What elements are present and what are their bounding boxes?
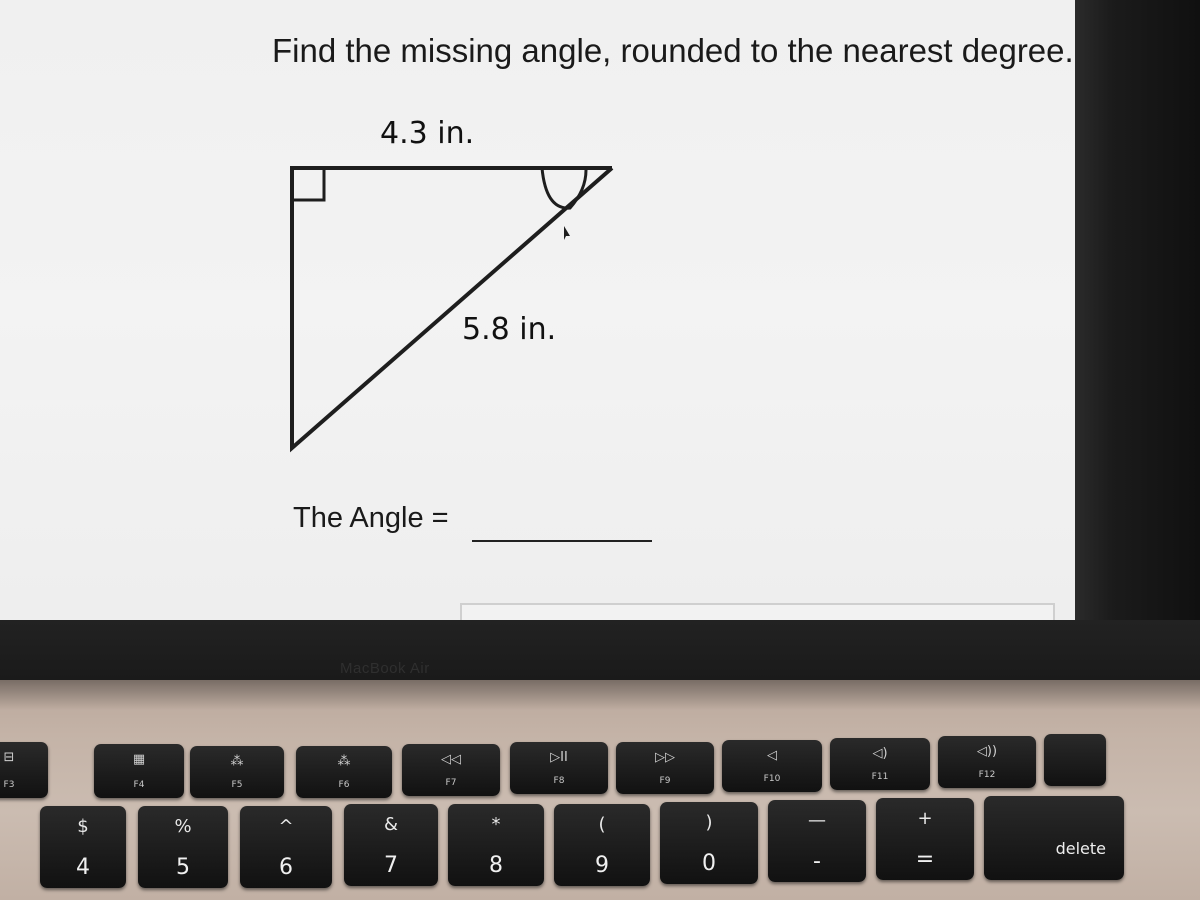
triangle-outline [292,168,612,448]
key-symbol: ) [705,812,713,833]
f12-key[interactable] [938,736,1036,788]
key-9[interactable] [554,804,650,886]
touch-id-key[interactable] [1044,734,1106,786]
f4-key[interactable] [94,744,184,798]
key-digit: = [915,847,935,872]
mute-icon: ◁ [767,748,777,763]
key-symbol: % [174,816,192,837]
key-digit: 0 [702,851,716,876]
play-pause-icon: ▷II [550,750,568,765]
launchpad-icon: ▦ [132,752,146,767]
key-label: F6 [338,780,350,790]
f5-key[interactable] [190,746,284,798]
hypotenuse-label: 5.8 in. [462,312,557,347]
key-label: F10 [763,774,781,784]
key-digit: 8 [489,853,503,878]
f3-key[interactable] [0,742,48,798]
key-symbol: ^ [278,816,294,837]
key-8[interactable] [448,804,544,886]
cursor-arrow-icon [564,226,570,240]
volume-down-icon: ◁) [872,746,888,761]
f6-key[interactable] [296,746,392,798]
delete-key[interactable] [984,796,1124,880]
right-triangle-figure [280,150,620,460]
key-digit: - [813,849,821,874]
f7-key[interactable] [402,744,500,796]
answer-label: The Angle = [293,502,449,534]
rewind-icon: ◁◁ [441,752,461,767]
f10-key[interactable] [722,740,822,792]
key-label: F12 [978,770,996,780]
key-label: F11 [871,772,889,782]
delete-key-label: delete [1055,839,1106,858]
key-digit: 5 [176,855,190,880]
keyboard-brightness-down-icon: ⁂ [230,754,244,769]
deck-shadow [0,680,1200,710]
key-4[interactable] [40,806,126,888]
laptop-bezel-text: MacBook Air [340,660,430,677]
key-symbol: * [491,814,501,835]
key-label: F7 [445,778,457,788]
key-digit: 7 [384,853,398,878]
answer-blank[interactable] [472,540,652,542]
right-angle-marker [292,168,324,200]
key-label: F4 [133,780,145,790]
key-label: F9 [659,776,671,786]
angle-arc [542,168,586,208]
bezel-bottom [0,620,1200,680]
key-symbol: — [808,810,826,831]
bezel-right [1075,0,1200,700]
key-digit: 9 [595,853,609,878]
key-digit: 6 [279,855,293,880]
mission-control-icon: ⊟ [3,750,15,765]
key-symbol: & [383,814,399,835]
volume-up-icon: ◁)) [976,744,998,759]
fast-forward-icon: ▷▷ [655,750,675,765]
top-side-label: 4.3 in. [380,116,475,151]
key-digit: 4 [76,855,90,880]
key-5[interactable] [138,806,228,888]
key-label: F8 [553,776,565,786]
question-text: Find the missing angle, rounded to the nearest degree. [272,32,1074,69]
key-equals[interactable] [876,798,974,880]
key-7[interactable] [344,804,438,886]
input-box-edge[interactable] [460,603,1055,620]
f8-key[interactable] [510,742,608,794]
key-symbol: ( [598,814,606,835]
f9-key[interactable] [616,742,714,794]
key-label: F5 [231,780,243,790]
key-label: F3 [3,780,15,790]
key-minus[interactable] [768,800,866,882]
f11-key[interactable] [830,738,930,790]
keyboard-brightness-up-icon: ⁂ [337,754,351,769]
key-symbol: $ [77,816,89,837]
key-symbol: + [917,808,933,829]
key-0[interactable] [660,802,758,884]
key-6[interactable] [240,806,332,888]
